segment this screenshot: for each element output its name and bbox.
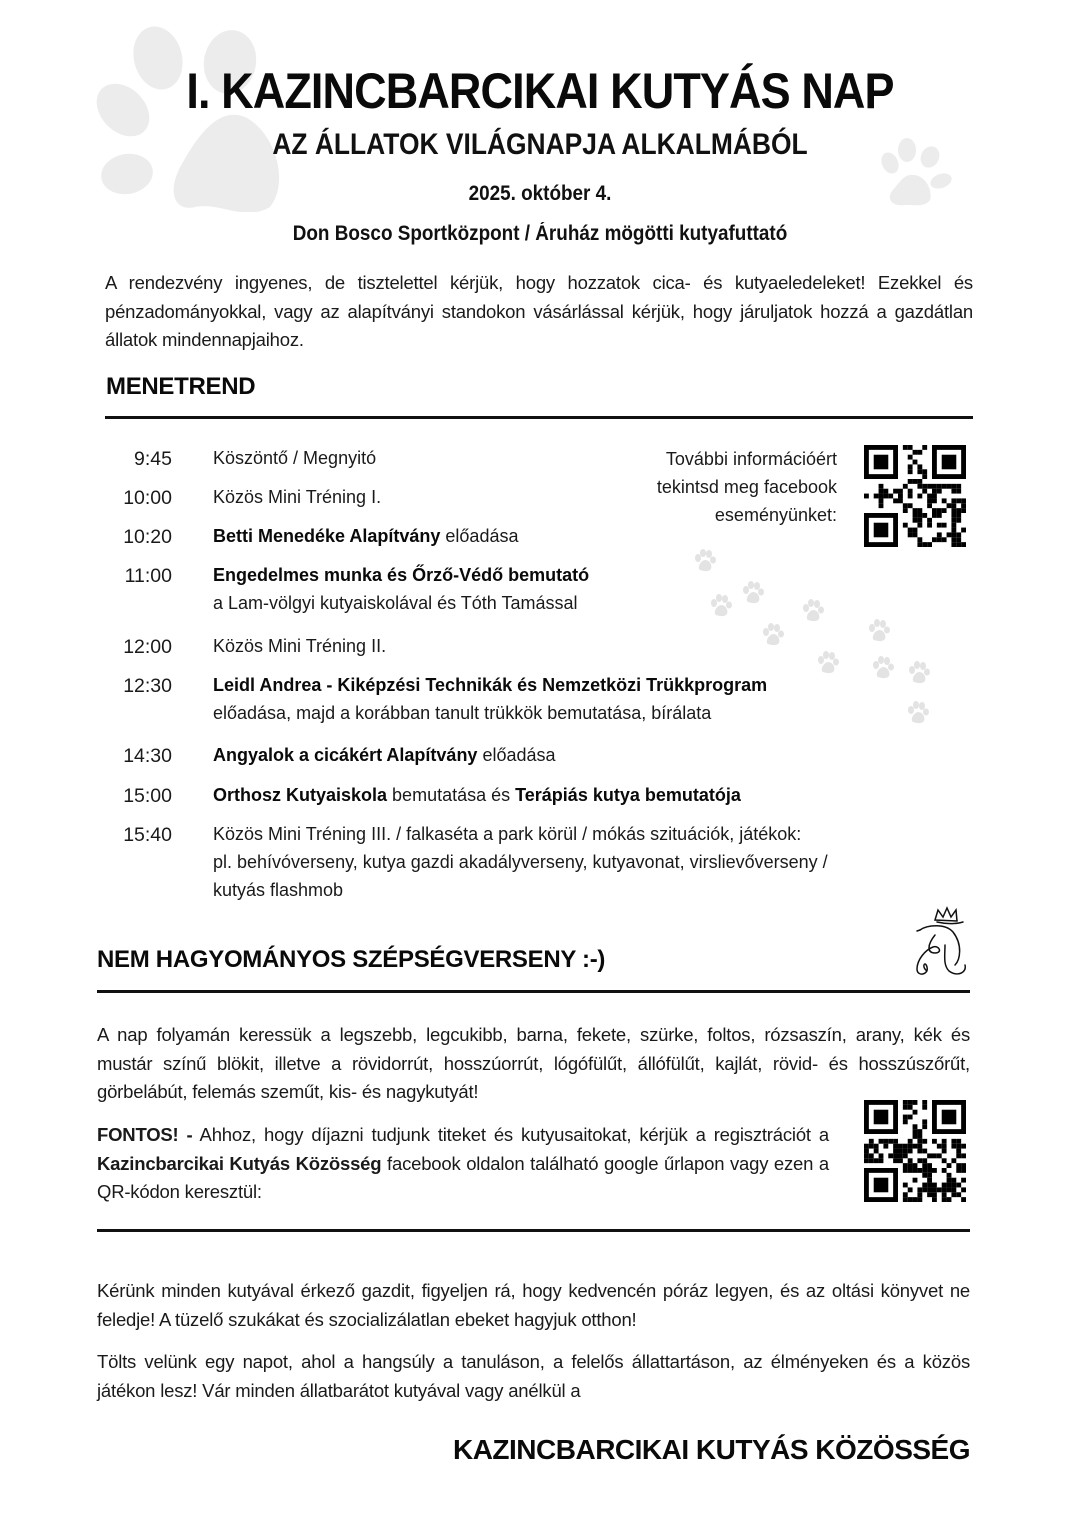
facebook-info-text: További információért tekintsd meg facebook eseményünket: bbox=[656, 449, 837, 525]
schedule-item-line bbox=[213, 781, 741, 809]
organizer-signature: KAZINCBARCIKAI KUTYÁS KÖZÖSSÉG bbox=[452, 1434, 970, 1465]
schedule-time: 9:45 bbox=[134, 448, 172, 470]
paw-print-icon bbox=[800, 598, 826, 624]
schedule-item-line: pl. behívóverseny, kutya gazdi akadályverseny, kutyavonat, virslievőverseny / bbox=[213, 852, 828, 872]
schedule-time: 14:30 bbox=[123, 745, 172, 767]
schedule-item-text: Közös Mini Tréning III. / falkaséta a park körül / mókás szituációk, játékok: bbox=[213, 824, 802, 844]
schedule-time: 12:00 bbox=[123, 636, 172, 658]
schedule-item-line bbox=[213, 444, 376, 472]
registration-text: facebook oldalon található google űrlapon vagy ezen a QR-kódon keresztül: bbox=[97, 1152, 829, 1202]
schedule-item bbox=[213, 741, 556, 769]
schedule-item-text: Köszöntő / Megnyitó bbox=[213, 448, 377, 468]
schedule-time: 15:40 bbox=[123, 824, 172, 846]
schedule-item bbox=[213, 671, 767, 727]
schedule-item-line bbox=[213, 561, 589, 589]
schedule-item-text: előadása bbox=[477, 745, 556, 765]
closing-paragraph-leash: Kérünk minden kutyával érkező gazdit, figyeljen rá, hogy kedvencén póráz legyen, és az oltási könyvet ne feledje! A tüzelő szukákat és szocializálatlan ebeket hagyjuk otthon! bbox=[97, 1280, 970, 1330]
schedule-item bbox=[213, 781, 741, 809]
schedule-item-text: Közös Mini Tréning I. bbox=[213, 487, 382, 507]
beauty-contest-paragraph: A nap folyamán keressük a legszebb, legcukibb, barna, fekete, szürke, foltos, rózsaszín, arany, kék és mustár színű blökit, illetve a rövidorrút, hosszúorrút, lógófülűt, állófülűt, kajlát, rövid- és hosszúszőrűt, görbelábút, felemás szeműt, kis- és nagykutyát! bbox=[97, 1024, 970, 1102]
schedule-item-highlight: Angyalok a cicákért Alapítvány bbox=[213, 745, 478, 765]
schedule-time: 12:30 bbox=[123, 675, 172, 697]
schedule-item bbox=[213, 561, 589, 617]
schedule-item-line: kutyás flashmob bbox=[213, 880, 344, 900]
schedule-time: 15:00 bbox=[123, 785, 172, 807]
divider bbox=[97, 990, 970, 993]
schedule-item-text: Közös Mini Tréning II. bbox=[213, 636, 387, 656]
beauty-contest-heading: NEM HAGYOMÁNYOS SZÉPSÉGVERSENY :-) bbox=[97, 946, 606, 973]
dog-with-crown-icon bbox=[905, 905, 975, 980]
schedule-item-highlight: Engedelmes munka és Őrző-Védő bemutató bbox=[213, 565, 590, 585]
paw-print-icon bbox=[708, 593, 734, 619]
schedule-heading: MENETREND bbox=[106, 373, 256, 400]
divider bbox=[105, 416, 973, 419]
schedule-time: 10:20 bbox=[123, 526, 172, 548]
event-subtitle: AZ ÁLLATOK VILÁGNAPJA ALKALMÁBÓL bbox=[272, 128, 808, 161]
schedule-item bbox=[213, 444, 376, 472]
registration-paragraph bbox=[97, 1121, 829, 1207]
schedule-item bbox=[213, 820, 828, 904]
facebook-event-qr-code[interactable] bbox=[864, 444, 966, 548]
schedule-item bbox=[213, 632, 386, 660]
schedule-item-line bbox=[213, 741, 556, 769]
paw-print-icon bbox=[760, 622, 786, 648]
paw-print-icon bbox=[815, 650, 841, 676]
important-label: FONTOS! - bbox=[97, 1124, 193, 1145]
paw-print-icon bbox=[906, 660, 932, 686]
schedule-time: 11:00 bbox=[124, 565, 172, 587]
schedule-time: 10:00 bbox=[123, 487, 172, 509]
schedule-item-line: előadása, majd a korábban tanult trükkök bemutatása, bírálata bbox=[213, 703, 712, 723]
schedule-item-line bbox=[213, 483, 381, 511]
paw-print-icon bbox=[905, 700, 931, 726]
intro-paragraph: A rendezvény ingyenes, de tisztelettel kérjük, hogy hozzatok cica- és kutyaeledeleket! Ezekkel és pénzadományokkal, vagy az alapítványi standokon vásárlással kérjük, hogy járuljatok hozzá a gazdátlan állatok mindennapjaihoz. bbox=[105, 272, 973, 350]
schedule-item-text: előadása bbox=[440, 526, 519, 546]
paw-print-icon bbox=[870, 655, 896, 681]
schedule-item-text: bemutatása és bbox=[387, 785, 516, 805]
schedule-item-line bbox=[213, 671, 767, 699]
closing-paragraph-invite: Tölts velünk egy napot, ahol a hangsúly a tanuláson, a felelős állattartáson, az élményeken és a közös játékon lesz! Vár minden állatbarátot kutyával vagy anélkül a bbox=[97, 1351, 970, 1401]
schedule-item-highlight: Terápiás kutya bemutatója bbox=[515, 785, 741, 805]
community-name: Kazincbarcikai Kutyás Közösség bbox=[97, 1152, 382, 1174]
registration-form-qr-code[interactable] bbox=[864, 1100, 966, 1202]
paw-print-icon bbox=[740, 580, 766, 606]
schedule-item-highlight: Leidl Andrea - Kiképzési Technikák és Nemzetközi Trükkprogram bbox=[213, 675, 768, 695]
schedule-item-line bbox=[213, 632, 386, 660]
event-title: I. KAZINCBARCIKAI KUTYÁS NAP bbox=[186, 63, 894, 119]
schedule-item-highlight: Betti Menedéke Alapítvány bbox=[213, 526, 441, 546]
schedule-item-line bbox=[213, 522, 518, 550]
schedule-item-line bbox=[213, 820, 828, 848]
schedule-item bbox=[213, 483, 381, 511]
schedule-item-line: a Lam-völgyi kutyaiskolával és Tóth Tamással bbox=[213, 593, 578, 613]
registration-text: Ahhoz, hogy díjazni tudjunk titeket és kutyusaitokat, kérjük a regisztrációt a bbox=[192, 1124, 829, 1145]
event-venue: Don Bosco Sportközpont / Áruház mögötti kutyafuttató bbox=[292, 222, 788, 245]
paw-print-icon bbox=[866, 618, 892, 644]
divider bbox=[97, 1229, 970, 1232]
schedule-item-highlight: Orthosz Kutyaiskola bbox=[213, 785, 388, 805]
schedule-item bbox=[213, 522, 518, 550]
paw-print-icon bbox=[692, 548, 718, 574]
event-date: 2025. október 4. bbox=[468, 182, 612, 205]
